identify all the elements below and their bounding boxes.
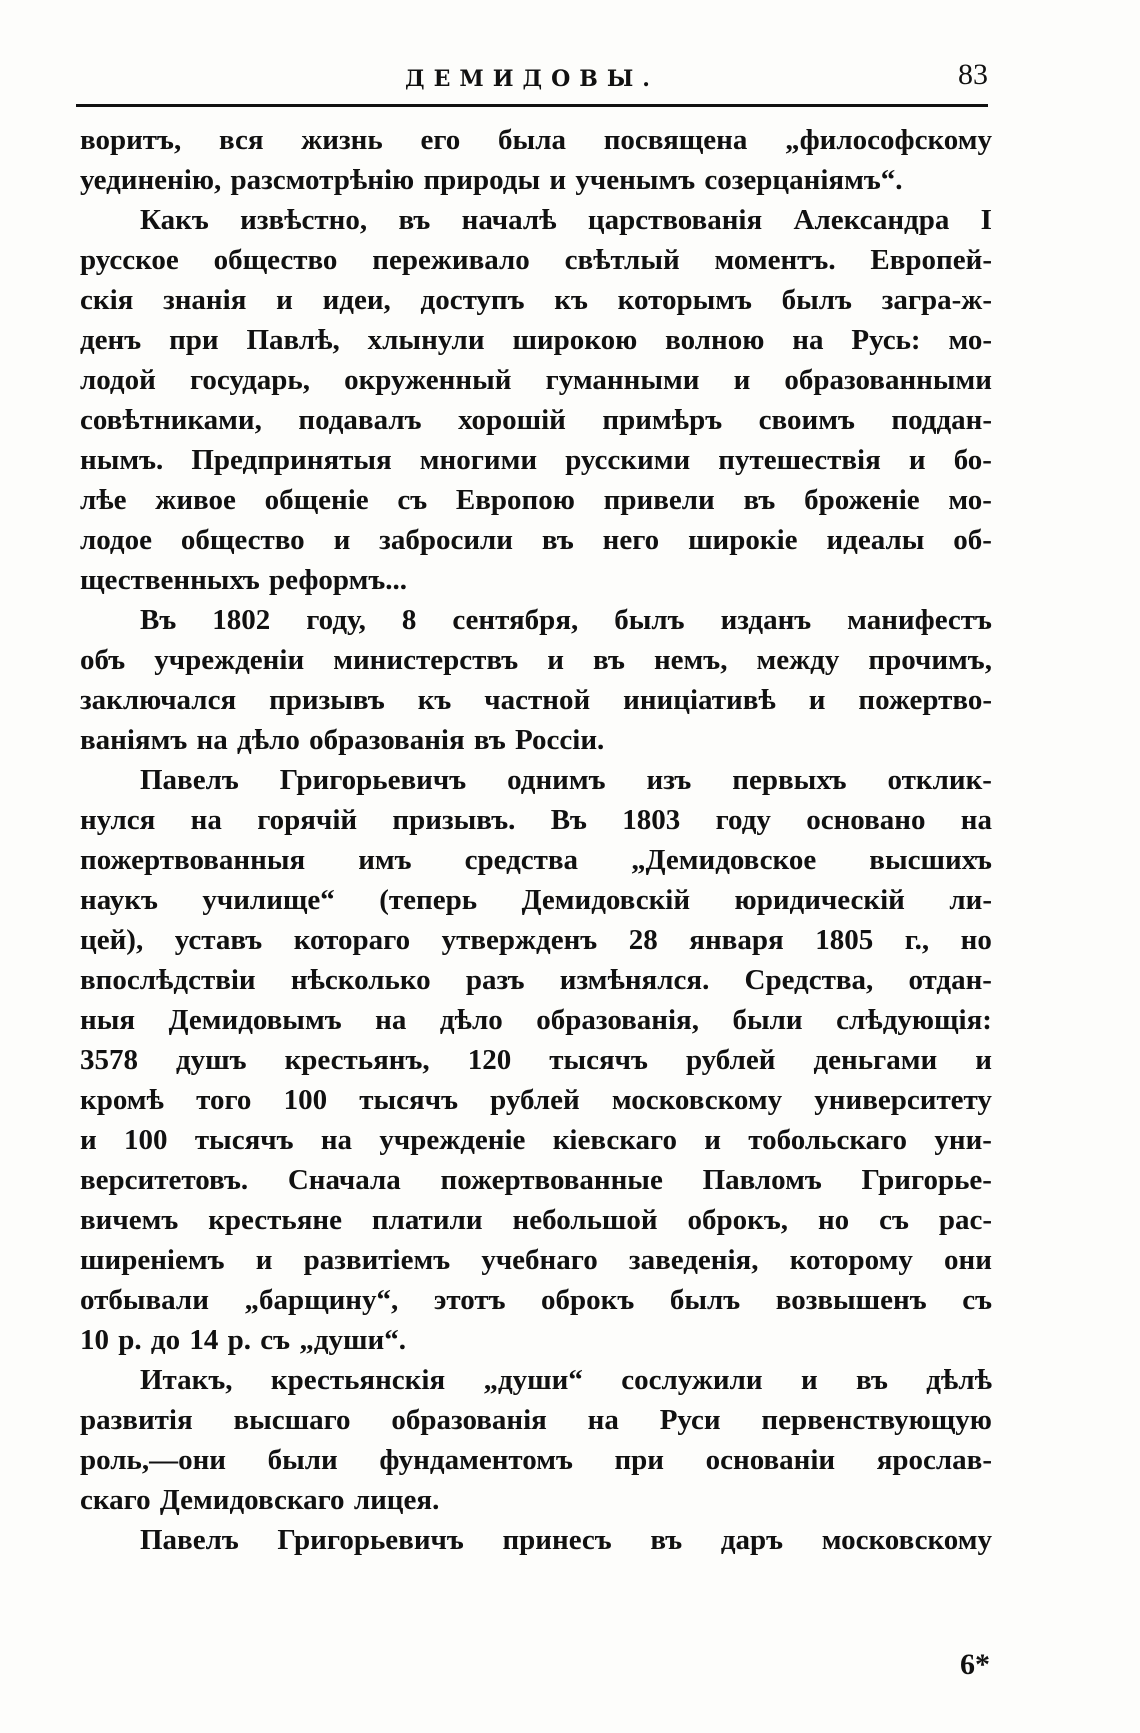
text-line: наукъ училище“ (теперь Демидовскій юридическій ли- (80, 884, 992, 916)
text-line: развитія высшаго образованія на Руси первенствующую (80, 1404, 992, 1436)
text-line: и 100 тысячъ на учрежденіе кіевскаго и тобольскаго уни- (80, 1124, 992, 1156)
text-line: щественныхъ реформъ... (80, 564, 408, 596)
text-line: совѣтниками, подавалъ хорошій примѣръ своимъ поддан- (80, 404, 992, 436)
signature-mark: 6* (960, 1648, 990, 1681)
text-line: лѣе живое общеніе съ Европою привели въ броженіе мо- (80, 484, 992, 516)
header-rule (76, 104, 988, 107)
text-line: денъ при Павлѣ, хлынули широкою волною на Русь: мо- (80, 324, 992, 356)
text-line: русское общество переживало свѣтлый моментъ. Европей- (80, 244, 992, 276)
text-line: объ учрежденіи министерствъ и въ немъ, между прочимъ, (80, 644, 992, 676)
text-line: ваніямъ на дѣло образованія въ Россіи. (80, 724, 605, 756)
text-line: Итакъ, крестьянскія „души“ сослужили и въ дѣлѣ (140, 1364, 992, 1396)
text-line: пожертвованныя имъ средства „Демидовское высшихъ (80, 844, 992, 876)
text-line: заключался призывъ къ частной иниціативѣ и пожертво- (80, 684, 992, 716)
text-line: уединенію, разсмотрѣнію природы и ученымъ созерцаніямъ“. (80, 164, 903, 196)
text-line: роль,—они были фундаментомъ при основаніи ярослав- (80, 1444, 992, 1476)
text-line: верситетовъ. Сначала пожертвованные Павломъ Григорье- (80, 1164, 992, 1196)
page-number: 83 (958, 58, 988, 91)
text-line: цей), уставъ котораго утвержденъ 28 января 1805 г., но (80, 924, 992, 956)
text-line: Въ 1802 году, 8 сентября, былъ изданъ манифестъ (140, 604, 992, 636)
text-line: воритъ, вся жизнь его была посвящена „философскому (80, 124, 992, 156)
text-line: ныя Демидовымъ на дѣло образованія, были слѣдующія: (80, 1004, 992, 1036)
text-line: нымъ. Предпринятыя многими русскими путешествія и бо- (80, 444, 992, 476)
running-head (76, 58, 988, 102)
text-line: вичемъ крестьяне платили небольшой оброкъ, но съ рас- (80, 1204, 992, 1236)
text-line: ширеніемъ и развитіемъ учебнаго заведенія, которому они (80, 1244, 992, 1276)
text-line: кромѣ того 100 тысячъ рублей московскому университету (80, 1084, 992, 1116)
text-line: 10 р. до 14 р. съ „души“. (80, 1324, 406, 1356)
text-line: скія знанія и идеи, доступъ къ которымъ былъ загра-ж- (80, 284, 992, 316)
text-line: впослѣдствіи нѣсколько разъ измѣнялся. Средства, отдан- (80, 964, 992, 996)
text-line: Какъ извѣстно, въ началѣ царствованія Александра I (140, 204, 992, 236)
text-line: нулся на горячій призывъ. Въ 1803 году основано на (80, 804, 992, 836)
text-line: Павелъ Григорьевичъ однимъ изъ первыхъ отклик- (140, 764, 992, 796)
body-text (80, 120, 992, 1560)
text-line: скаго Демидовскаго лицея. (80, 1484, 440, 1516)
text-line: лодой государь, окруженный гуманными и образованными (80, 364, 992, 396)
text-line: 3578 душъ крестьянъ, 120 тысячъ рублей деньгами и (80, 1044, 992, 1076)
text-line: Павелъ Григорьевичъ принесъ въ даръ московскому (140, 1524, 992, 1556)
text-line: отбывали „барщину“, этотъ оброкъ былъ возвышенъ съ (80, 1284, 992, 1316)
running-title: ДЕМИДОВЫ. (405, 66, 659, 92)
text-line: лодое общество и забросили въ него широкіе идеалы об- (80, 524, 992, 556)
